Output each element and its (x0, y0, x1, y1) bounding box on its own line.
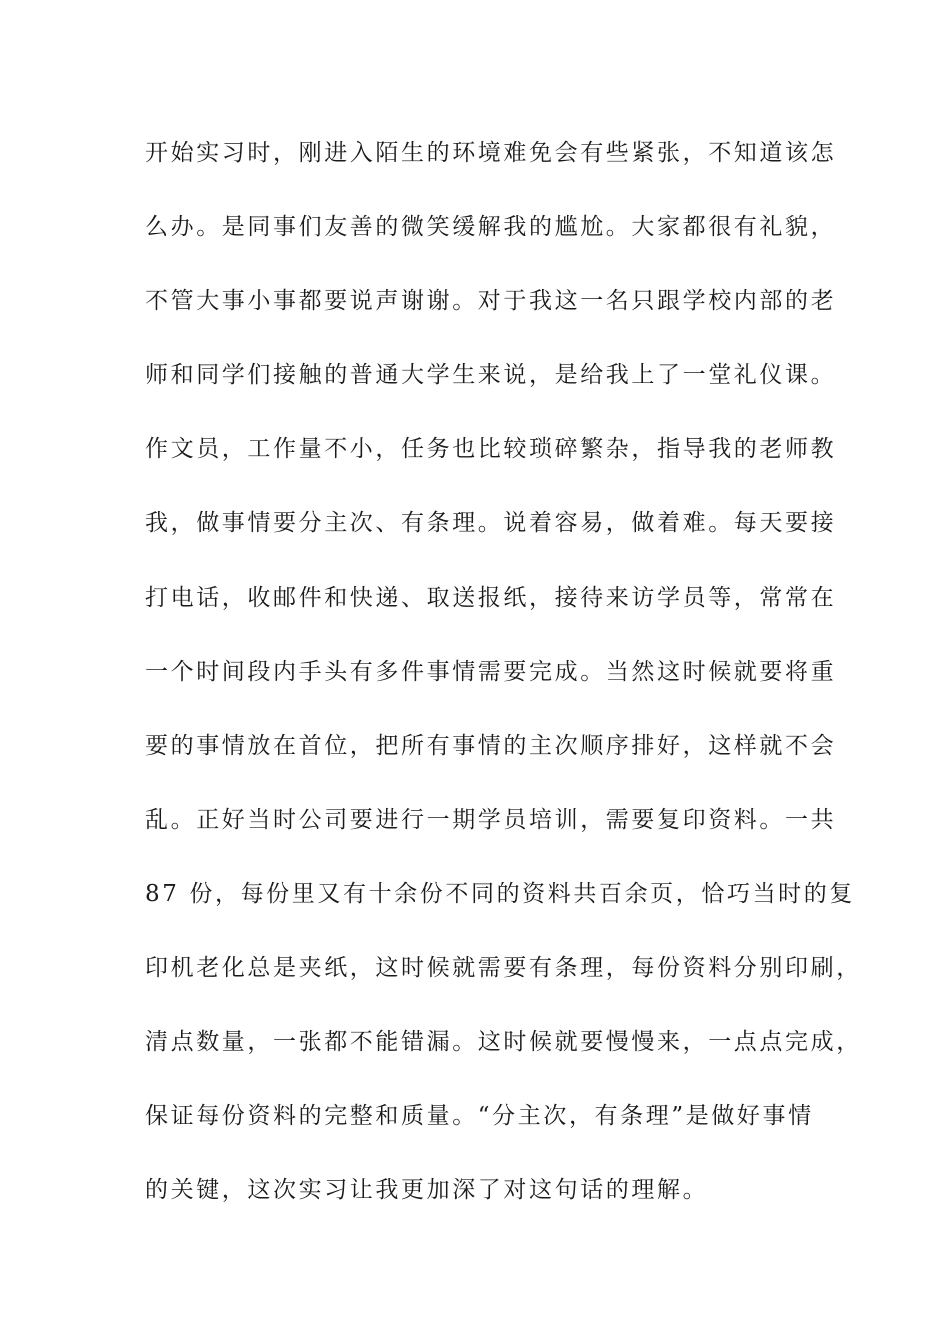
text-line: 师和同学们接触的普通大学生来说，是给我上了一堂礼仪课。 (145, 362, 837, 389)
text-line: 开始实习时，刚进入陌生的环境难免会有些紧张，不知道该怎 (145, 140, 837, 166)
text-line: 的关键，这次实习让我更加深了对这句话的理解。 (145, 1177, 709, 1204)
text-line: 作文员，工作量不小，任务也比较琐碎繁杂，指导我的老师教 (145, 436, 837, 463)
text-line: 87 份，每份里又有十余份不同的资料共百余页，恰巧当时的复 (145, 880, 855, 907)
text-line: 清点数量，一张都不能错漏。这时候就要慢慢来，一点点完成， (145, 1029, 862, 1056)
text-line: 打电话，收邮件和快递、取送报纸，接待来访学员等，常常在 (145, 584, 837, 611)
text-line: 么办。是同事们友善的微笑缓解我的尴尬。大家都很有礼貌， (145, 214, 837, 241)
text-line: 保证每份资料的完整和质量。“分主次，有条理”是做好事情 (145, 1103, 814, 1130)
text-line: 不管大事小事都要说声谢谢。对于我这一名只跟学校内部的老 (145, 288, 837, 315)
text-line: 我，做事情要分主次、有条理。说着容易，做着难。每天要接 (145, 510, 837, 537)
text-line: 乱。正好当时公司要进行一期学员培训，需要复印资料。一共 (145, 806, 837, 833)
text-line: 一个时间段内手头有多件事情需要完成。当然这时候就要将重 (145, 658, 837, 685)
text-line: 印机老化总是夹纸，这时候就需要有条理，每份资料分别印刷， (145, 955, 862, 982)
body-text (145, 133, 862, 1244)
text-line: 要的事情放在首位，把所有事情的主次顺序排好，这样就不会 (145, 732, 837, 759)
